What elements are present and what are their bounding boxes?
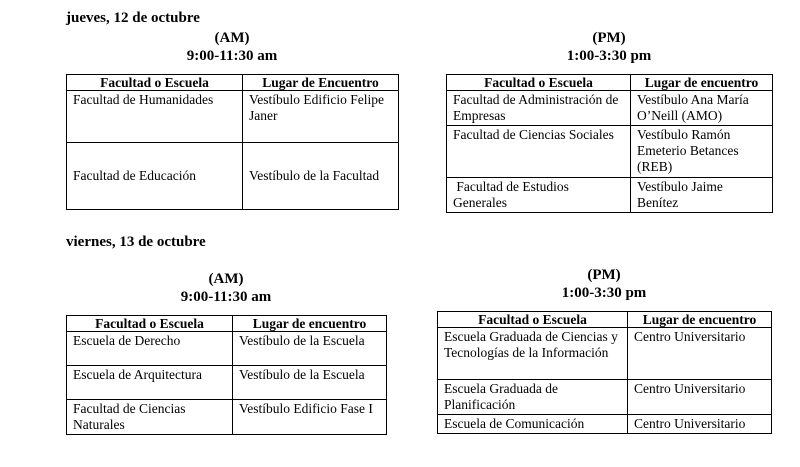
faculty-cell: Escuela Graduada de Ciencias y Tecnologías de la Información	[438, 328, 628, 380]
faculty-cell: Escuela de Derecho	[67, 332, 233, 366]
header-location: Lugar de encuentro	[631, 75, 773, 91]
day-heading-friday: viernes, 13 de octubre	[66, 234, 206, 250]
location-cell: Vestíbulo Edificio Felipe Janer	[243, 91, 399, 143]
day-heading-thursday: jueves, 12 de octubre	[66, 10, 200, 26]
faculty-cell: Facultad de Educación	[67, 143, 243, 210]
location-cell: Vestíbulo Ana María O’Neill (AMO)	[631, 91, 773, 126]
table-row	[447, 91, 773, 126]
table-row	[447, 126, 773, 178]
table-row	[438, 415, 772, 434]
faculty-cell: Facultad de Humanidades	[67, 91, 243, 143]
schedule-thursday-am	[66, 29, 399, 210]
table-row	[438, 380, 772, 415]
schedule-thursday-pm	[446, 29, 773, 213]
faculty-cell: Escuela de Comunicación	[438, 415, 628, 434]
table-header-row	[67, 316, 387, 332]
header-location: Lugar de Encuentro	[243, 75, 399, 91]
table-row	[67, 332, 387, 366]
period-label: (PM)	[587, 267, 621, 283]
faculty-cell: Facultad de Administración de Empresas	[447, 91, 631, 126]
schedule-table	[66, 315, 387, 435]
location-cell: Vestíbulo de la Facultad	[243, 143, 399, 210]
header-faculty: Facultad o Escuela	[438, 312, 628, 328]
table-row	[67, 366, 387, 400]
table-row	[67, 143, 399, 210]
faculty-cell: Escuela Graduada de Planificación	[438, 380, 628, 415]
location-cell: Vestíbulo Edificio Fase I	[233, 400, 387, 435]
faculty-cell: Facultad de Ciencias Sociales	[447, 126, 631, 178]
table-header-row	[438, 312, 772, 328]
header-faculty: Facultad o Escuela	[67, 75, 243, 91]
faculty-cell: Facultad de Ciencias Naturales	[67, 400, 233, 435]
time-range: 9:00-11:30 am	[180, 289, 272, 305]
period-label: (PM)	[592, 30, 626, 46]
table-row	[67, 91, 399, 143]
header-faculty: Facultad o Escuela	[447, 75, 631, 91]
location-cell: Vestíbulo Jaime Benítez	[631, 178, 773, 213]
header-location: Lugar de encuentro	[628, 312, 772, 328]
header-location: Lugar de encuentro	[233, 316, 387, 332]
table-row	[67, 400, 387, 435]
location-cell: Centro Universitario	[628, 328, 772, 380]
period-label: (AM)	[214, 30, 250, 46]
table-row	[438, 328, 772, 380]
table-header-row	[447, 75, 773, 91]
faculty-cell: Facultad de Estudios Generales	[447, 178, 631, 213]
location-cell: Vestíbulo Ramón Emeterio Betances (REB)	[631, 126, 773, 178]
header-faculty: Facultad o Escuela	[67, 316, 233, 332]
table-header-row	[67, 75, 399, 91]
time-range: 9:00-11:30 am	[186, 48, 278, 64]
schedule-friday-am	[66, 270, 387, 435]
schedule-table	[446, 74, 773, 213]
location-cell: Vestíbulo de la Escuela	[233, 332, 387, 366]
time-range: 1:00-3:30 pm	[566, 48, 652, 64]
schedule-friday-pm	[437, 266, 772, 434]
period-label: (AM)	[208, 271, 244, 287]
location-cell: Centro Universitario	[628, 380, 772, 415]
schedule-table	[437, 311, 772, 434]
schedule-table	[66, 74, 399, 210]
faculty-cell: Escuela de Arquitectura	[67, 366, 233, 400]
location-cell: Vestíbulo de la Escuela	[233, 366, 387, 400]
table-row	[447, 178, 773, 213]
time-range: 1:00-3:30 pm	[561, 285, 647, 301]
location-cell: Centro Universitario	[628, 415, 772, 434]
